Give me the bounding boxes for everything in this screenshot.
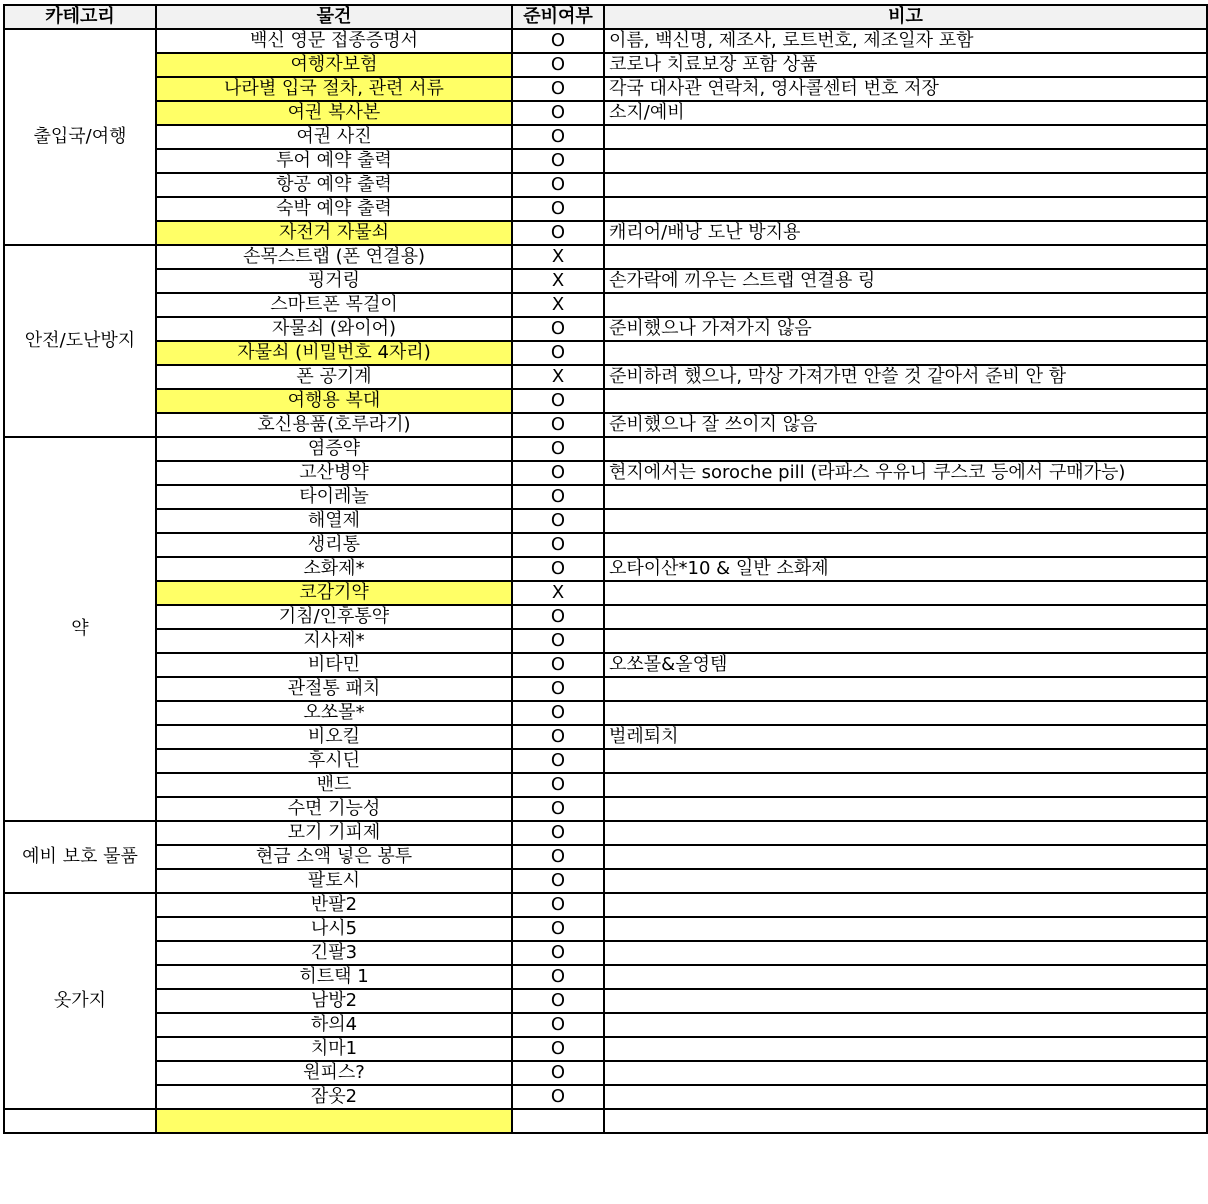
table-row — [4, 581, 1207, 605]
table-row — [4, 485, 1207, 509]
note-cell[interactable] — [604, 989, 1207, 1013]
table-row — [4, 365, 1207, 389]
ready-cell[interactable]: O — [512, 965, 604, 989]
note-cell[interactable] — [604, 341, 1207, 365]
table-row — [4, 749, 1207, 773]
item-cell[interactable]: 후시딘 — [156, 749, 512, 773]
item-cell[interactable]: 비타민 — [156, 653, 512, 677]
table-row — [4, 509, 1207, 533]
note-cell[interactable] — [604, 965, 1207, 989]
ready-cell[interactable]: O — [512, 941, 604, 965]
item-cell[interactable]: 자물쇠 (비밀번호 4자리) — [156, 341, 512, 365]
ready-cell[interactable]: O — [512, 317, 604, 341]
table-row — [4, 101, 1207, 125]
ready-cell[interactable]: O — [512, 629, 604, 653]
item-cell[interactable]: 비오킬 — [156, 725, 512, 749]
ready-cell[interactable]: O — [512, 173, 604, 197]
note-cell[interactable]: 준비했으나 가져가지 않음 — [604, 317, 1207, 341]
item-cell[interactable]: 손목스트랩 (폰 연결용) — [156, 245, 512, 269]
item-cell[interactable]: 반팔2 — [156, 893, 512, 917]
table-row — [4, 797, 1207, 821]
table-row — [4, 245, 1207, 269]
category-cell[interactable]: 옷가지 — [4, 893, 156, 1109]
ready-cell[interactable]: O — [512, 845, 604, 869]
note-cell[interactable]: 오타이산*10 & 일반 소화제 — [604, 557, 1207, 581]
item-cell[interactable]: 여행자보험 — [156, 53, 512, 77]
ready-cell[interactable]: X — [512, 245, 604, 269]
note-cell[interactable] — [604, 893, 1207, 917]
ready-cell[interactable]: O — [512, 221, 604, 245]
note-cell[interactable] — [604, 941, 1207, 965]
table-row — [4, 1013, 1207, 1037]
item-cell[interactable]: 원피스? — [156, 1061, 512, 1085]
note-cell[interactable] — [604, 1037, 1207, 1061]
note-cell[interactable] — [604, 533, 1207, 557]
ready-cell[interactable]: X — [512, 581, 604, 605]
ready-cell[interactable]: O — [512, 149, 604, 173]
ready-cell[interactable]: O — [512, 1013, 604, 1037]
note-cell[interactable] — [604, 701, 1207, 725]
table-row — [4, 437, 1207, 461]
table-row — [4, 1037, 1207, 1061]
ready-cell[interactable]: O — [512, 773, 604, 797]
empty-cell[interactable] — [4, 1109, 156, 1133]
category-cell[interactable]: 출입국/여행 — [4, 29, 156, 245]
ready-cell[interactable]: O — [512, 917, 604, 941]
item-cell[interactable]: 모기 기피제 — [156, 821, 512, 845]
table-row — [4, 341, 1207, 365]
table-row — [4, 773, 1207, 797]
table-row — [4, 1085, 1207, 1109]
note-cell[interactable] — [604, 149, 1207, 173]
ready-cell[interactable]: O — [512, 653, 604, 677]
note-cell[interactable] — [604, 749, 1207, 773]
note-cell[interactable]: 현지에서는 soroche pill (라파스 우유니 쿠스코 등에서 구매가능) — [604, 461, 1207, 485]
item-cell[interactable]: 현금 소액 넣은 봉투 — [156, 845, 512, 869]
header-category[interactable]: 카테고리 — [4, 5, 156, 29]
table-row — [4, 317, 1207, 341]
item-cell[interactable]: 해열제 — [156, 509, 512, 533]
note-cell[interactable] — [604, 581, 1207, 605]
table-row — [4, 557, 1207, 581]
item-cell[interactable]: 치마1 — [156, 1037, 512, 1061]
category-cell[interactable]: 예비 보호 물품 — [4, 821, 156, 893]
table-row — [4, 989, 1207, 1013]
ready-cell[interactable]: O — [512, 701, 604, 725]
table-row — [4, 53, 1207, 77]
table-row — [4, 701, 1207, 725]
item-cell[interactable]: 코감기약 — [156, 581, 512, 605]
table-row — [4, 869, 1207, 893]
table-row — [4, 605, 1207, 629]
table-row — [4, 677, 1207, 701]
note-cell[interactable] — [604, 293, 1207, 317]
item-cell[interactable]: 여권 사진 — [156, 125, 512, 149]
item-cell[interactable]: 밴드 — [156, 773, 512, 797]
ready-cell[interactable]: X — [512, 269, 604, 293]
item-cell[interactable]: 기침/인후통약 — [156, 605, 512, 629]
ready-cell[interactable]: O — [512, 893, 604, 917]
ready-cell[interactable]: O — [512, 485, 604, 509]
note-cell[interactable] — [604, 605, 1207, 629]
item-cell[interactable]: 투어 예약 출력 — [156, 149, 512, 173]
item-cell[interactable]: 항공 예약 출력 — [156, 173, 512, 197]
empty-cell[interactable] — [156, 1109, 512, 1133]
ready-cell[interactable]: O — [512, 725, 604, 749]
table-row — [4, 965, 1207, 989]
note-cell[interactable]: 손가락에 끼우는 스트랩 연결용 링 — [604, 269, 1207, 293]
ready-cell[interactable]: O — [512, 869, 604, 893]
note-cell[interactable] — [604, 197, 1207, 221]
item-cell[interactable]: 남방2 — [156, 989, 512, 1013]
note-cell[interactable]: 준비하려 했으나, 막상 가져가면 안쓸 것 같아서 준비 안 함 — [604, 365, 1207, 389]
table-row — [4, 173, 1207, 197]
note-cell[interactable] — [604, 845, 1207, 869]
item-cell[interactable]: 백신 영문 접종증명서 — [156, 29, 512, 53]
table-row — [4, 269, 1207, 293]
item-cell[interactable]: 나라별 입국 절차, 관련 서류 — [156, 77, 512, 101]
note-cell[interactable] — [604, 509, 1207, 533]
header-ready[interactable]: 준비여부 — [512, 5, 604, 29]
note-cell[interactable]: 이름, 백신명, 제조사, 로트번호, 제조일자 포함 — [604, 29, 1207, 53]
table-row — [4, 413, 1207, 437]
category-cell[interactable]: 안전/도난방지 — [4, 245, 156, 437]
item-cell[interactable]: 핑거링 — [156, 269, 512, 293]
ready-cell[interactable]: O — [512, 437, 604, 461]
ready-cell[interactable]: O — [512, 77, 604, 101]
item-cell[interactable]: 소화제* — [156, 557, 512, 581]
table-row — [4, 293, 1207, 317]
ready-cell[interactable]: X — [512, 365, 604, 389]
ready-cell[interactable]: O — [512, 821, 604, 845]
note-cell[interactable]: 소지/예비 — [604, 101, 1207, 125]
table-row — [4, 917, 1207, 941]
table-row — [4, 1061, 1207, 1085]
table-row — [4, 389, 1207, 413]
ready-cell[interactable]: O — [512, 509, 604, 533]
table-row — [4, 821, 1207, 845]
ready-cell[interactable]: O — [512, 413, 604, 437]
note-cell[interactable] — [604, 797, 1207, 821]
header-item[interactable]: 물건 — [156, 5, 512, 29]
note-cell[interactable] — [604, 1085, 1207, 1109]
item-cell[interactable]: 스마트폰 목걸이 — [156, 293, 512, 317]
item-cell[interactable]: 관절통 패치 — [156, 677, 512, 701]
note-cell[interactable]: 벌레퇴치 — [604, 725, 1207, 749]
item-cell[interactable]: 숙박 예약 출력 — [156, 197, 512, 221]
header-row — [4, 5, 1207, 29]
note-cell[interactable] — [604, 869, 1207, 893]
note-cell[interactable] — [604, 389, 1207, 413]
table-row — [4, 533, 1207, 557]
category-cell[interactable]: 약 — [4, 437, 156, 821]
note-cell[interactable]: 오쏘몰&올영템 — [604, 653, 1207, 677]
note-cell[interactable] — [604, 173, 1207, 197]
note-cell[interactable]: 각국 대사관 연락처, 영사콜센터 번호 저장 — [604, 77, 1207, 101]
item-cell[interactable]: 타이레놀 — [156, 485, 512, 509]
ready-cell[interactable]: O — [512, 101, 604, 125]
item-cell[interactable]: 히트택 1 — [156, 965, 512, 989]
ready-cell[interactable]: X — [512, 293, 604, 317]
table-row — [4, 29, 1207, 53]
ready-cell[interactable]: O — [512, 461, 604, 485]
table-row — [4, 221, 1207, 245]
ready-cell[interactable]: O — [512, 605, 604, 629]
note-cell[interactable]: 준비했으나 잘 쓰이지 않음 — [604, 413, 1207, 437]
ready-cell[interactable]: O — [512, 1085, 604, 1109]
note-cell[interactable] — [604, 1061, 1207, 1085]
item-cell[interactable]: 수면 기능성 — [156, 797, 512, 821]
item-cell[interactable]: 오쏘몰* — [156, 701, 512, 725]
item-cell[interactable]: 지사제* — [156, 629, 512, 653]
note-cell[interactable] — [604, 245, 1207, 269]
note-cell[interactable] — [604, 485, 1207, 509]
partial-row — [4, 1109, 1207, 1133]
note-cell[interactable]: 코로나 치료보장 포함 상품 — [604, 53, 1207, 77]
ready-cell[interactable]: O — [512, 1037, 604, 1061]
ready-cell[interactable]: O — [512, 677, 604, 701]
note-cell[interactable] — [604, 821, 1207, 845]
ready-cell[interactable]: O — [512, 749, 604, 773]
ready-cell[interactable]: O — [512, 29, 604, 53]
item-cell[interactable]: 호신용품(호루라기) — [156, 413, 512, 437]
packing-checklist-sheet — [3, 4, 1208, 1134]
table-row — [4, 125, 1207, 149]
note-cell[interactable] — [604, 437, 1207, 461]
table-row — [4, 725, 1207, 749]
ready-cell[interactable]: O — [512, 797, 604, 821]
ready-cell[interactable]: O — [512, 53, 604, 77]
table-row — [4, 77, 1207, 101]
ready-cell[interactable]: O — [512, 389, 604, 413]
table-row — [4, 893, 1207, 917]
note-cell[interactable] — [604, 917, 1207, 941]
item-cell[interactable]: 자물쇠 (와이어) — [156, 317, 512, 341]
item-cell[interactable]: 긴팔3 — [156, 941, 512, 965]
item-cell[interactable]: 잠옷2 — [156, 1085, 512, 1109]
ready-cell[interactable]: O — [512, 1061, 604, 1085]
ready-cell[interactable]: O — [512, 989, 604, 1013]
item-cell[interactable]: 폰 공기계 — [156, 365, 512, 389]
item-cell[interactable]: 자전거 자물쇠 — [156, 221, 512, 245]
table-row — [4, 197, 1207, 221]
note-cell[interactable] — [604, 125, 1207, 149]
note-cell[interactable] — [604, 677, 1207, 701]
note-cell[interactable] — [604, 1013, 1207, 1037]
empty-cell[interactable] — [604, 1109, 1207, 1133]
table-row — [4, 653, 1207, 677]
ready-cell[interactable]: O — [512, 557, 604, 581]
item-cell[interactable]: 생리통 — [156, 533, 512, 557]
table-row — [4, 941, 1207, 965]
item-cell[interactable]: 염증약 — [156, 437, 512, 461]
note-cell[interactable] — [604, 629, 1207, 653]
table-row — [4, 461, 1207, 485]
ready-cell[interactable]: O — [512, 341, 604, 365]
item-cell[interactable]: 고산병약 — [156, 461, 512, 485]
table-row — [4, 845, 1207, 869]
note-cell[interactable]: 캐리어/배낭 도난 방지용 — [604, 221, 1207, 245]
ready-cell[interactable]: O — [512, 125, 604, 149]
item-cell[interactable]: 하의4 — [156, 1013, 512, 1037]
ready-cell[interactable]: O — [512, 533, 604, 557]
item-cell[interactable]: 팔토시 — [156, 869, 512, 893]
empty-cell[interactable] — [512, 1109, 604, 1133]
item-cell[interactable]: 나시5 — [156, 917, 512, 941]
header-note[interactable]: 비고 — [604, 5, 1207, 29]
item-cell[interactable]: 여권 복사본 — [156, 101, 512, 125]
note-cell[interactable] — [604, 773, 1207, 797]
table-row — [4, 149, 1207, 173]
table-row — [4, 629, 1207, 653]
item-cell[interactable]: 여행용 복대 — [156, 389, 512, 413]
ready-cell[interactable]: O — [512, 197, 604, 221]
